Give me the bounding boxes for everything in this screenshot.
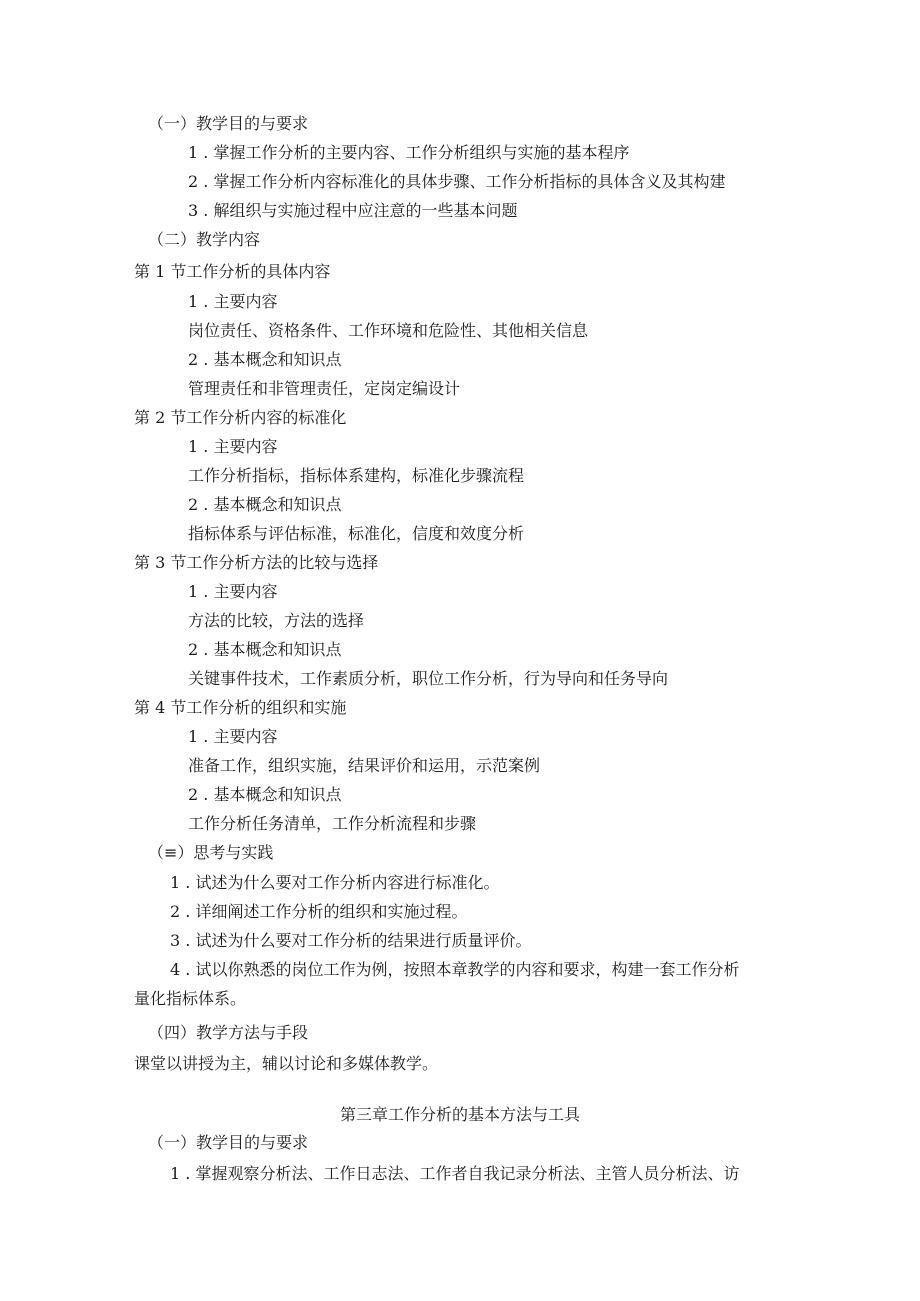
list-item: 2 . 掌握工作分析内容标准化的具体步骤、工作分析指标的具体含义及其构建 bbox=[188, 172, 726, 191]
subsection-title: 第 3 节工作分析方法的比较与选择 bbox=[134, 553, 379, 572]
paragraph: 工作分析指标，指标体系建构，标准化步骤流程 bbox=[188, 466, 525, 485]
paragraph: 准备工作，组织实施，结果评价和运用，示范案例 bbox=[188, 756, 541, 775]
paragraph: 岗位责任、资格条件、工作环境和危险性、其他相关信息 bbox=[188, 321, 589, 340]
section-heading: （一）教学目的与要求 bbox=[148, 114, 309, 133]
chapter-title: 第三章工作分析的基本方法与工具 bbox=[339, 1105, 580, 1124]
list-item: 2 . 基本概念和知识点 bbox=[188, 785, 342, 804]
question-item: 3 . 试述为什么要对工作分析的结果进行质量评价。 bbox=[170, 931, 532, 950]
list-item: 1 . 掌握工作分析的主要内容、工作分析组织与实施的基本程序 bbox=[188, 143, 630, 162]
subsection-title: 第 4 节工作分析的组织和实施 bbox=[134, 698, 347, 717]
question-item: 1 . 试述为什么要对工作分析内容进行标准化。 bbox=[170, 873, 500, 892]
list-item: 1 . 主要内容 bbox=[188, 727, 278, 746]
question-item: 4 . 试以你熟悉的岗位工作为例，按照本章教学的内容和要求，构建一套工作分析 bbox=[170, 960, 740, 979]
paragraph: 指标体系与评估标准，标准化，信度和效度分析 bbox=[188, 524, 525, 543]
subsection-title: 第 2 节工作分析内容的标准化 bbox=[134, 408, 347, 427]
question-item-continuation: 量化指标体系。 bbox=[134, 989, 247, 1008]
paragraph: 方法的比较，方法的选择 bbox=[188, 611, 365, 630]
paragraph: 关键事件技术，工作素质分析，职位工作分析，行为导向和任务导向 bbox=[188, 669, 669, 688]
list-item: 2 . 基本概念和知识点 bbox=[188, 350, 342, 369]
list-item: 3 . 解组织与实施过程中应注意的一些基本问题 bbox=[188, 201, 518, 220]
section-heading: （二）教学内容 bbox=[148, 230, 261, 249]
list-item: 1 . 主要内容 bbox=[188, 582, 278, 601]
list-item: 2 . 基本概念和知识点 bbox=[188, 640, 342, 659]
list-item: 1 . 主要内容 bbox=[188, 437, 278, 456]
list-item: 1 . 主要内容 bbox=[188, 292, 278, 311]
list-item: 1 . 掌握观察分析法、工作日志法、工作者自我记录分析法、主管人员分析法、访 bbox=[170, 1164, 740, 1183]
section-heading: （≡）思考与实践 bbox=[148, 843, 274, 862]
paragraph: 工作分析任务清单，工作分析流程和步骤 bbox=[188, 814, 477, 833]
section-heading: （一）教学目的与要求 bbox=[148, 1133, 309, 1152]
paragraph: 课堂以讲授为主，辅以讨论和多媒体教学。 bbox=[134, 1054, 439, 1073]
paragraph: 管理责任和非管理责任，定岗定编设计 bbox=[188, 379, 461, 398]
question-item: 2 . 详细阐述工作分析的组织和实施过程。 bbox=[170, 902, 468, 921]
section-heading: （四）教学方法与手段 bbox=[148, 1023, 309, 1042]
list-item: 2 . 基本概念和知识点 bbox=[188, 495, 342, 514]
subsection-title: 第 1 节工作分析的具体内容 bbox=[134, 262, 331, 281]
